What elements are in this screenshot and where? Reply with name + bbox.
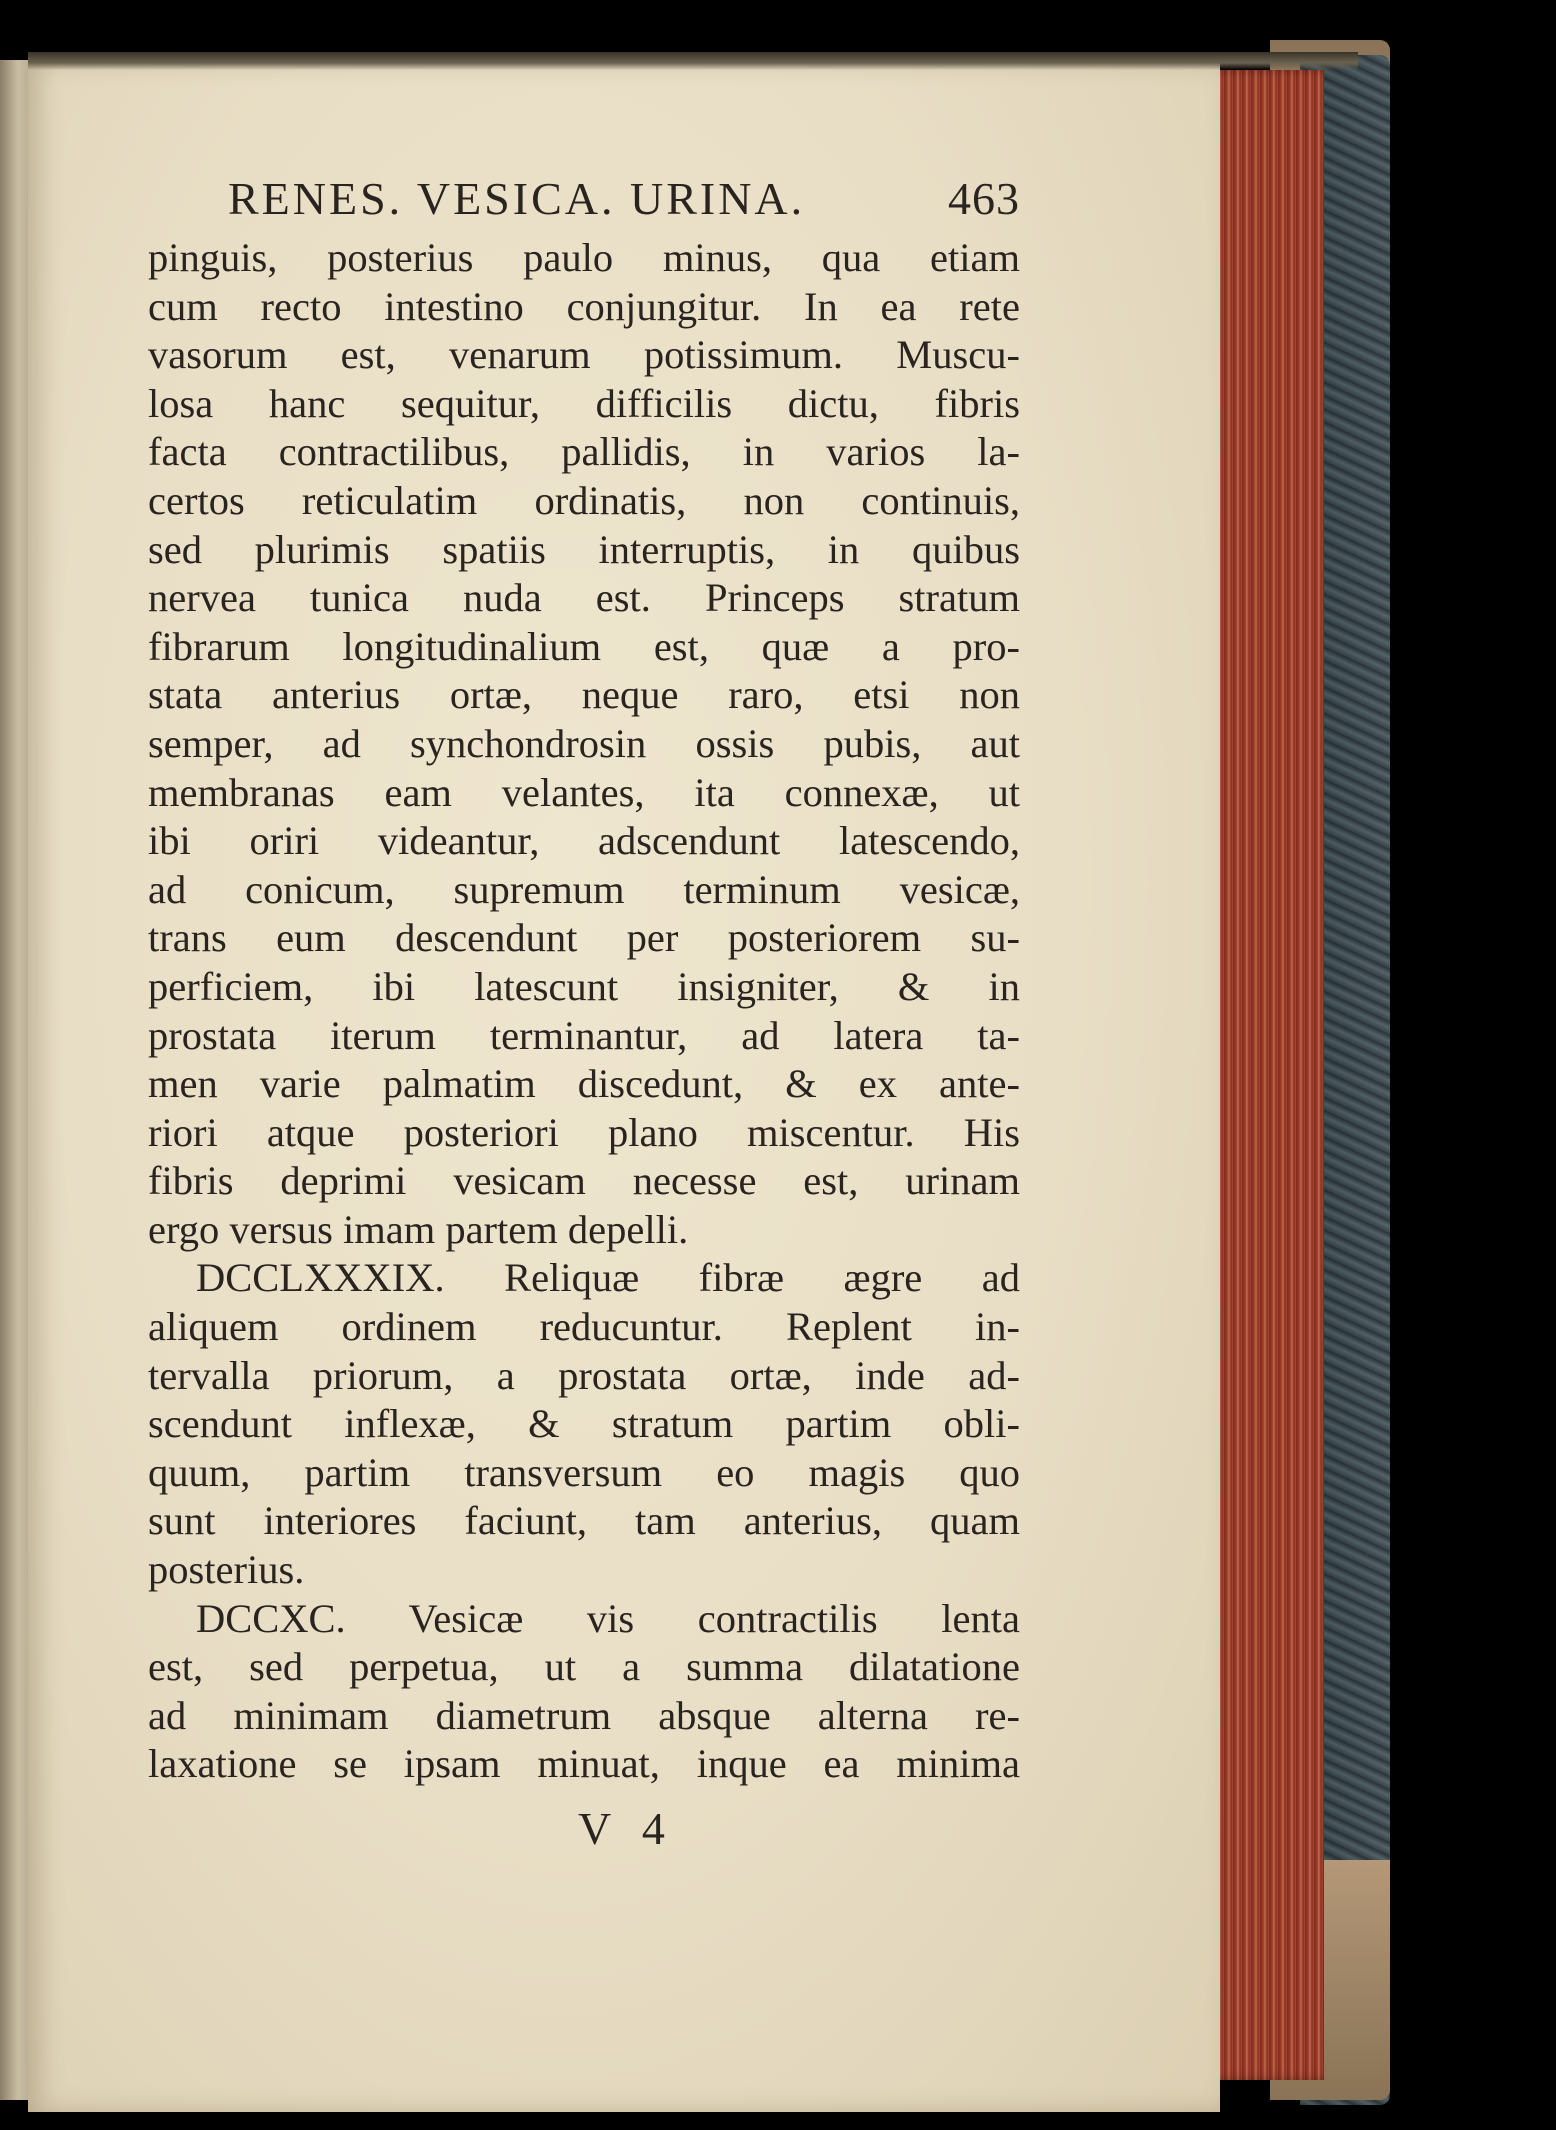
text-line: fibrarum longitudinalium est, quæ a pro- bbox=[148, 623, 1020, 669]
text-line: prostata iterum terminantur, ad latera ta- bbox=[148, 1012, 1020, 1058]
text-line: aliquem ordinem reducuntur. Replent in- bbox=[148, 1304, 1020, 1350]
text-line: losa hanc sequitur, difficilis dictu, fibris bbox=[148, 380, 1020, 426]
text-line: perficiem, ibi latescunt insigniter, & in bbox=[148, 963, 1020, 1009]
text-line: vasorum est, venarum potissimum. Muscu- bbox=[148, 332, 1020, 378]
text-line: semper, ad synchondrosin ossis pubis, aut bbox=[148, 720, 1020, 766]
text-line: posterius. bbox=[148, 1547, 305, 1593]
text-line: facta contractilibus, pallidis, in varios la- bbox=[148, 429, 1020, 475]
text-block bbox=[148, 172, 1020, 1789]
text-line: fibris deprimi vesicam necesse est, urinam bbox=[148, 1158, 1020, 1204]
text-line: scendunt inflexæ, & stratum partim obli- bbox=[148, 1401, 1020, 1447]
text-line: ergo versus imam partem depelli. bbox=[148, 1206, 689, 1252]
signature-mark: V 4 bbox=[578, 1803, 675, 1854]
text-line: men varie palmatim discedunt, & ex ante- bbox=[148, 1061, 1020, 1107]
text-line: nervea tunica nuda est. Princeps stratum bbox=[148, 575, 1020, 621]
text-line: trans eum descendunt per posteriorem su- bbox=[148, 915, 1020, 961]
text-line: ad conicum, supremum terminum vesicæ, bbox=[148, 866, 1020, 912]
page-number: 463 bbox=[948, 173, 1020, 224]
running-head-title: RENES. VESICA. URINA. bbox=[228, 173, 806, 224]
text-line: certos reticulatim ordinatis, non continuis, bbox=[148, 477, 1020, 523]
red-page-edges bbox=[1206, 70, 1324, 2080]
text-line: cum recto intestino conjungitur. In ea rete bbox=[148, 283, 1020, 329]
top-shadow bbox=[28, 52, 1358, 70]
text-line: membranas eam velantes, ita connexæ, ut bbox=[148, 769, 1020, 815]
running-head bbox=[148, 172, 1020, 234]
text-line: riori atque posteriori plano miscentur. His bbox=[148, 1109, 1020, 1155]
text-line: tervalla priorum, a prostata ortæ, inde ad- bbox=[148, 1352, 1020, 1398]
text-line: sunt interiores faciunt, tam anterius, quam bbox=[148, 1498, 1020, 1544]
text-line: stata anterius ortæ, neque raro, etsi non bbox=[148, 672, 1020, 718]
text-line: pinguis, posterius paulo minus, qua etiam bbox=[148, 235, 1020, 280]
text-line: ibi oriri videantur, adscendunt latescendo, bbox=[148, 818, 1020, 864]
facing-page-edge bbox=[0, 60, 30, 2100]
text-line: DCCXC. Vesicæ vis contractilis lenta bbox=[196, 1595, 1020, 1641]
text-line: ad minimam diametrum absque alterna re- bbox=[148, 1692, 1020, 1738]
text-line: est, sed perpetua, ut a summa dilatatione bbox=[148, 1644, 1020, 1690]
body-text bbox=[148, 234, 1020, 1789]
text-line: sed plurimis spatiis interruptis, in quibus bbox=[148, 526, 1020, 572]
text-line: laxatione se ipsam minuat, inque ea minima bbox=[148, 1741, 1020, 1787]
text-line: DCCLXXXIX. Reliquæ fibræ ægre ad bbox=[196, 1255, 1020, 1301]
text-line: quum, partim transversum eo magis quo bbox=[148, 1449, 1020, 1495]
